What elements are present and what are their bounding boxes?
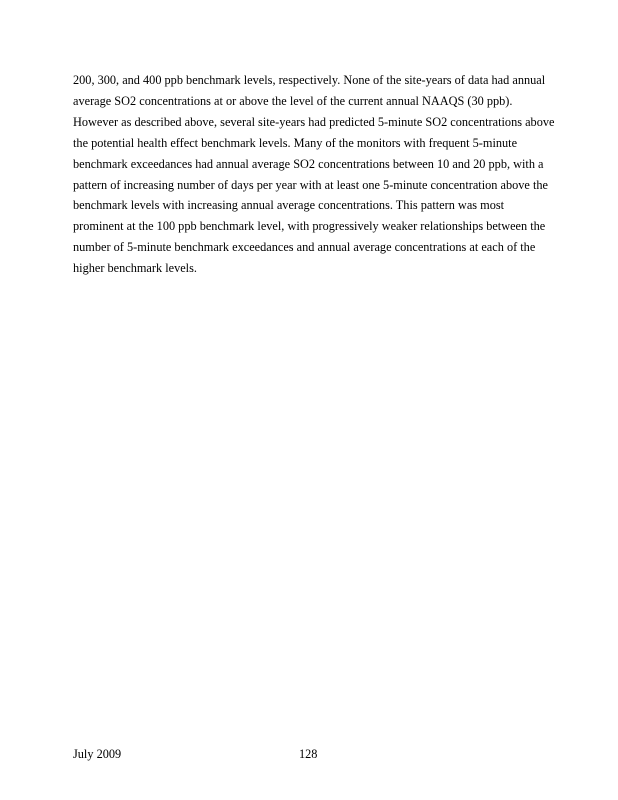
paragraph-line: However as described above, several site-years had predicted 5-minute SO2 concentrations above bbox=[73, 114, 555, 129]
paragraph-line: average SO2 concentrations at or above the level of the current annual NAAQS (30 ppb). bbox=[73, 93, 513, 108]
paragraph-line: pattern of increasing number of days per year with at least one 5-minute concentration above the bbox=[73, 177, 548, 192]
paragraph-line: the potential health effect benchmark levels. Many of the monitors with frequent 5-minute bbox=[73, 135, 518, 150]
paragraph-line: prominent at the 100 ppb benchmark level, with progressively weaker relationships between the bbox=[73, 219, 546, 234]
body-paragraph bbox=[73, 70, 583, 279]
paragraph-line: benchmark exceedances had annual average SO2 concentrations between 10 and 20 ppb, with a bbox=[73, 156, 544, 171]
paragraph-line: higher benchmark levels. bbox=[73, 261, 197, 276]
footer-date: July 2009 bbox=[73, 747, 122, 761]
paragraph-line: benchmark levels with increasing annual average concentrations. This pattern was most bbox=[73, 198, 505, 213]
footer-page-number: 128 bbox=[299, 747, 318, 761]
paragraph-line: 200, 300, and 400 ppb benchmark levels, respectively. None of the site-years of data had annual bbox=[73, 73, 546, 87]
paragraph-line: number of 5-minute benchmark exceedances and annual average concentrations at each of the bbox=[73, 240, 536, 255]
